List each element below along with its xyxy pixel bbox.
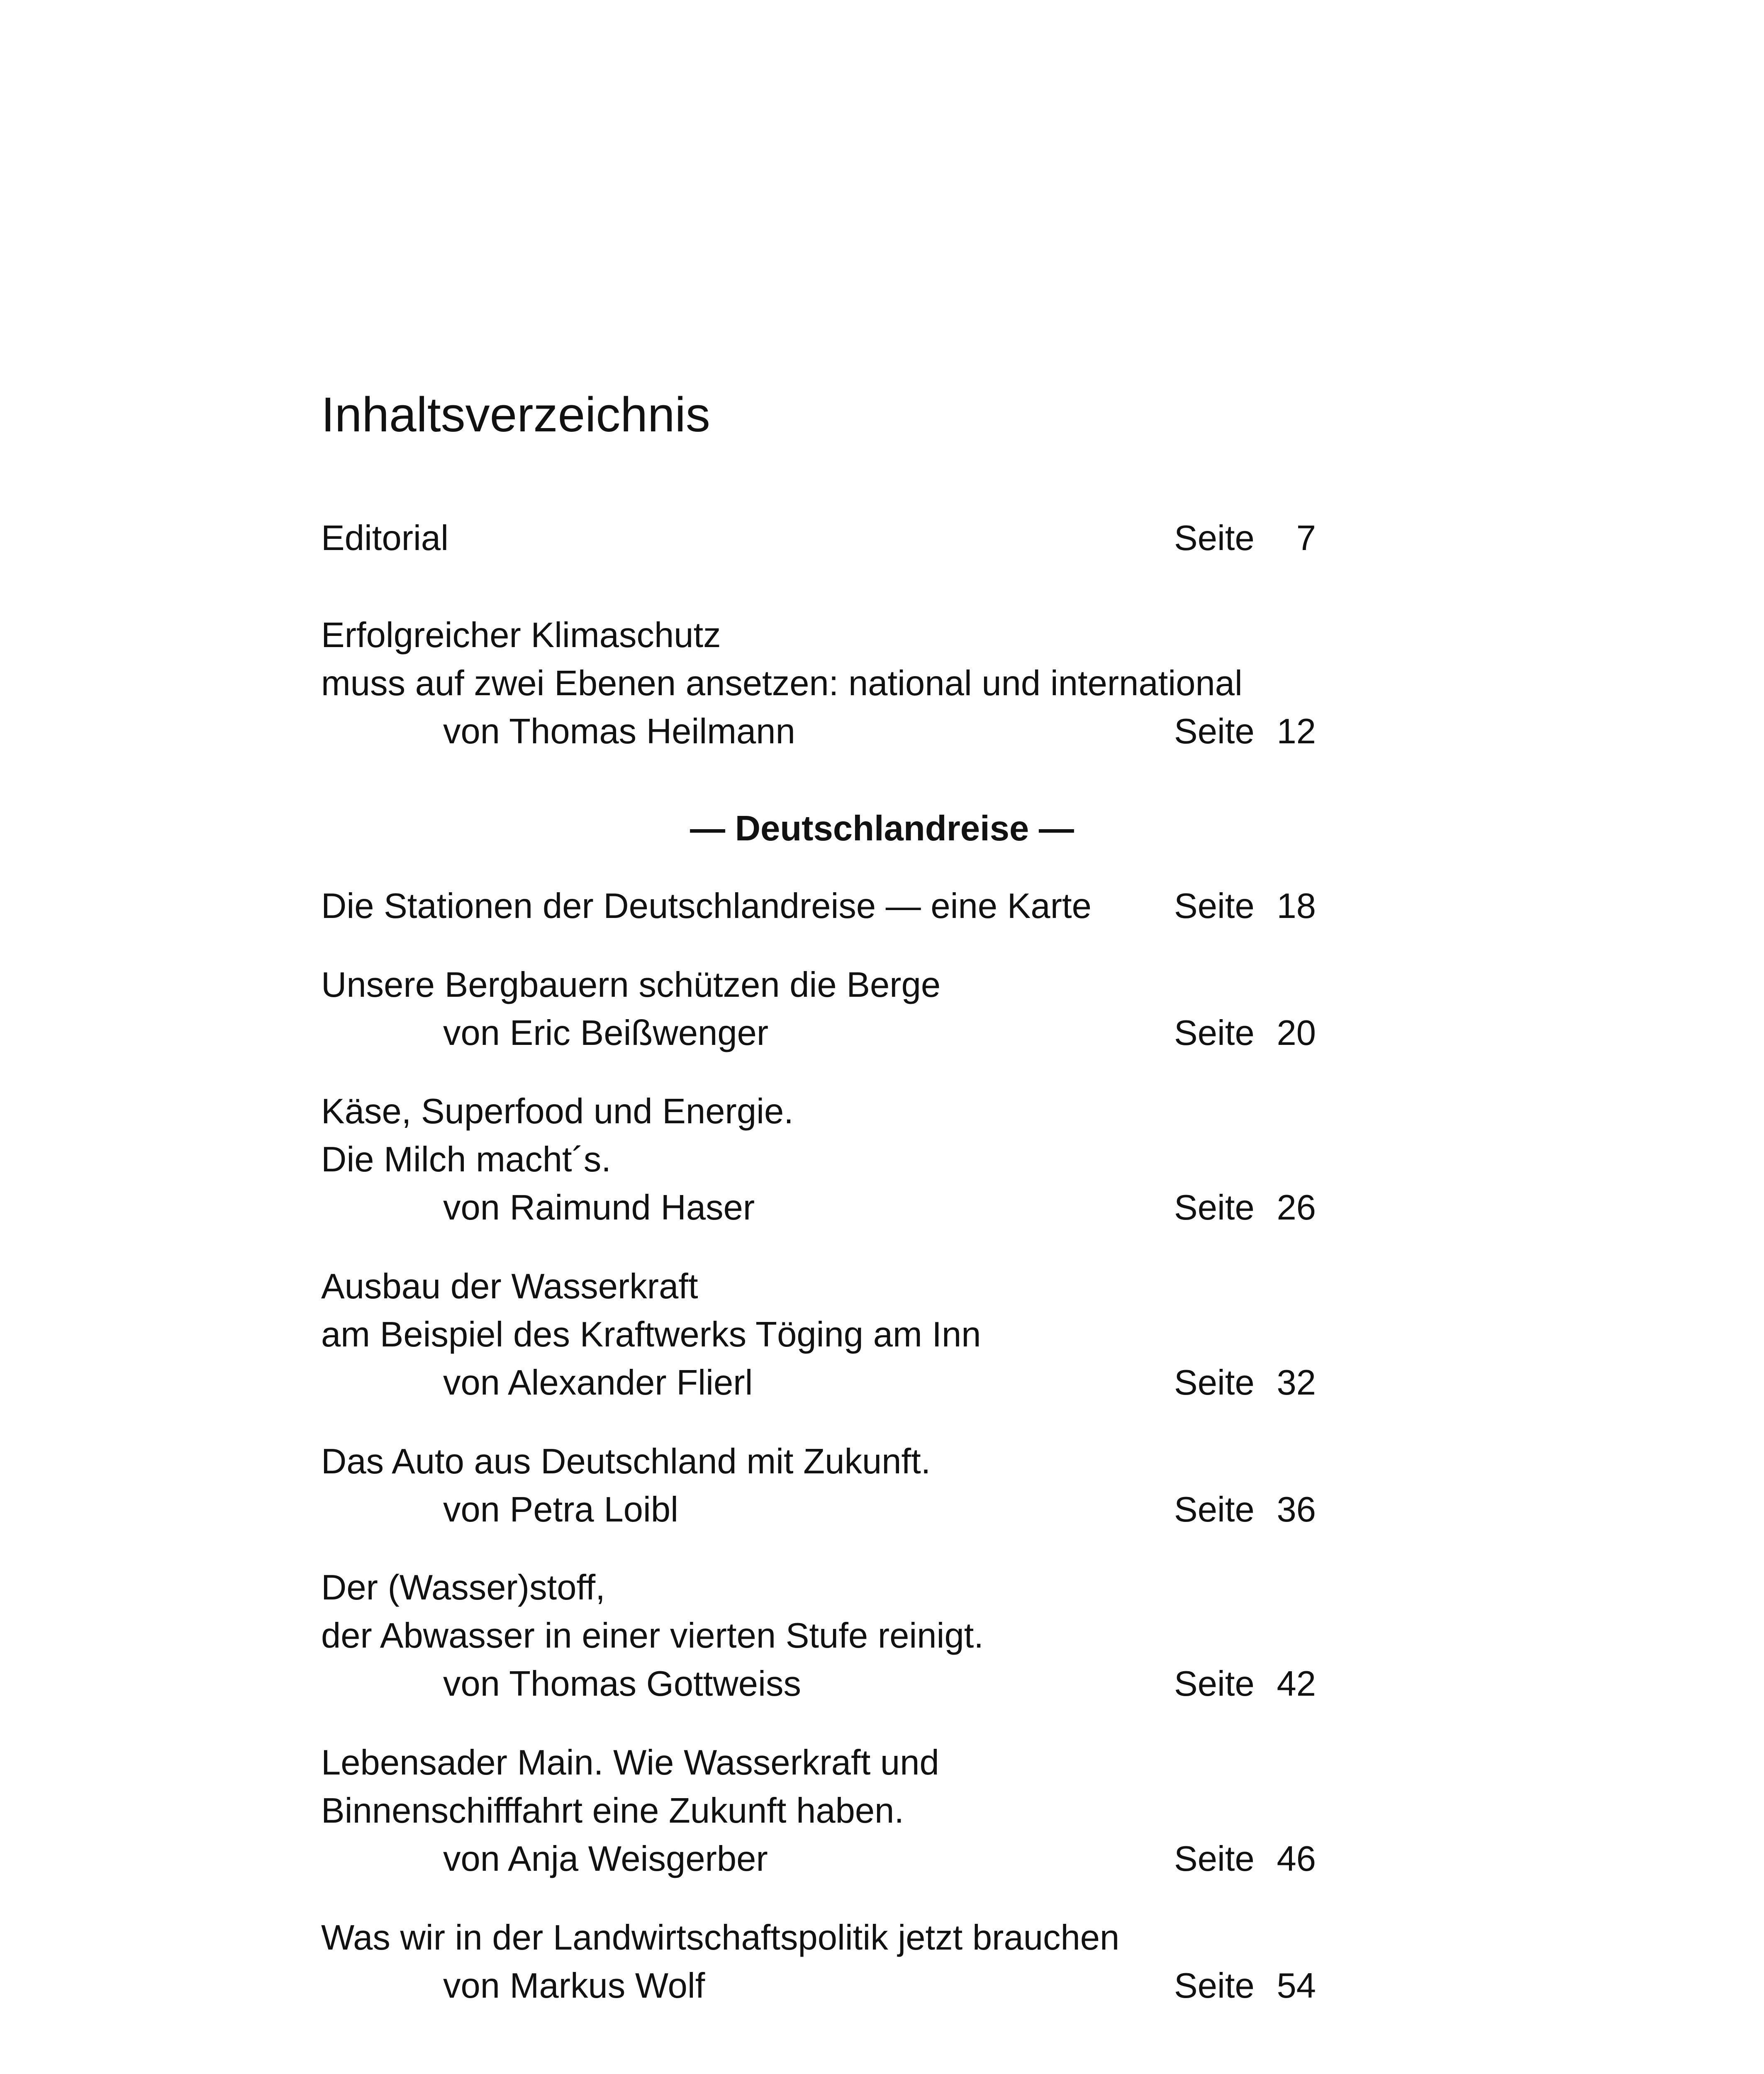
toc-entry-author: von Thomas Heilmann bbox=[443, 712, 795, 751]
page-number: 26 bbox=[1277, 1188, 1316, 1227]
page-number: 32 bbox=[1277, 1363, 1316, 1402]
toc-entry-author: von Thomas Gottweiss bbox=[443, 1664, 801, 1704]
toc-entry-author: von Eric Beißwenger bbox=[443, 1013, 769, 1053]
toc-entry-title: Erfolgreicher Klimaschutz bbox=[321, 616, 721, 655]
page-number: 7 bbox=[1296, 518, 1316, 558]
page-title: Inhaltsverzeichnis bbox=[321, 387, 710, 442]
toc-entry-title: Der (Wasser)stoff, bbox=[321, 1568, 605, 1607]
toc-entry-title: muss auf zwei Ebenen ansetzen: national und international bbox=[321, 664, 1243, 703]
seite-label: Seite bbox=[1174, 886, 1255, 926]
seite-label: Seite bbox=[1174, 1363, 1255, 1402]
toc-entry-author: von Alexander Flierl bbox=[443, 1363, 753, 1402]
page-number: 42 bbox=[1277, 1664, 1316, 1704]
toc-entry-title: am Beispiel des Kraftwerks Töging am Inn bbox=[321, 1315, 981, 1354]
toc-entry-title: Lebensader Main. Wie Wasserkraft und bbox=[321, 1743, 939, 1782]
page-number: 46 bbox=[1277, 1839, 1316, 1879]
toc-entry-title: der Abwasser in einer vierten Stufe reinigt. bbox=[321, 1616, 984, 1655]
seite-label: Seite bbox=[1174, 1188, 1255, 1227]
page-number: 12 bbox=[1277, 712, 1316, 751]
section-heading: — Deutschlandreise — bbox=[690, 809, 1074, 848]
toc-entry-author: von Anja Weisgerber bbox=[443, 1839, 768, 1879]
seite-label: Seite bbox=[1174, 712, 1255, 751]
seite-label: Seite bbox=[1174, 1664, 1255, 1704]
toc-entry-author: von Petra Loibl bbox=[443, 1490, 679, 1529]
toc-entry-title: Die Milch macht´s. bbox=[321, 1140, 612, 1179]
seite-label: Seite bbox=[1174, 1966, 1255, 2006]
toc-entry-title: Das Auto aus Deutschland mit Zukunft. bbox=[321, 1442, 931, 1481]
toc-entry-title: Käse, Superfood und Energie. bbox=[321, 1092, 794, 1131]
page-number: 18 bbox=[1277, 886, 1316, 926]
seite-label: Seite bbox=[1174, 1490, 1255, 1529]
toc-entry-title: Was wir in der Landwirtschaftspolitik jetzt brauchen bbox=[321, 1918, 1120, 1957]
toc-entry-title: Binnenschifffahrt eine Zukunft haben. bbox=[321, 1791, 904, 1831]
page-number: 20 bbox=[1277, 1013, 1316, 1053]
toc-entry-title: Unsere Bergbauern schützen die Berge bbox=[321, 965, 941, 1005]
page-number: 36 bbox=[1277, 1490, 1316, 1529]
seite-label: Seite bbox=[1174, 518, 1255, 558]
seite-label: Seite bbox=[1174, 1839, 1255, 1879]
page-number: 54 bbox=[1277, 1966, 1316, 2006]
toc-entry-author: von Raimund Haser bbox=[443, 1188, 755, 1227]
toc-entry-title: Die Stationen der Deutschlandreise — eine Karte bbox=[321, 886, 1092, 926]
toc-entry-title: Ausbau der Wasserkraft bbox=[321, 1267, 698, 1306]
toc-entry-author: von Markus Wolf bbox=[443, 1966, 705, 2006]
seite-label: Seite bbox=[1174, 1013, 1255, 1053]
toc-entry-title: Editorial bbox=[321, 518, 449, 558]
